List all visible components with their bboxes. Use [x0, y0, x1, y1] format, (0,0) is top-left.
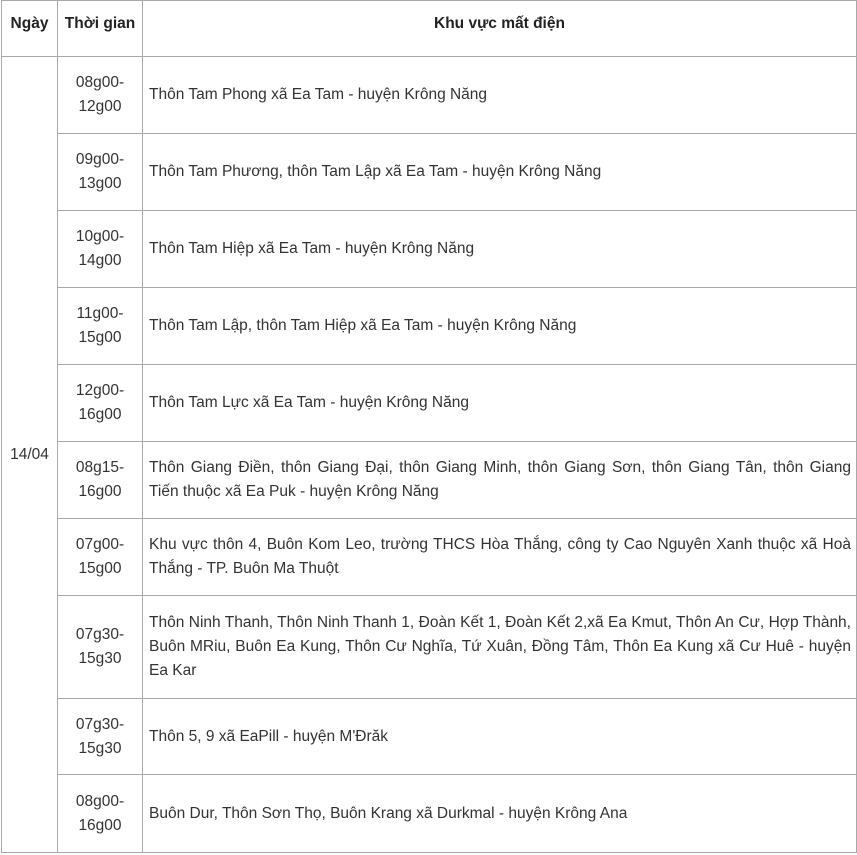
- time-end: 15g00: [78, 329, 122, 346]
- table-row: [2, 288, 857, 365]
- time-start: 07g30-: [75, 626, 125, 643]
- table-row: [2, 519, 857, 596]
- time-end: 15g00: [78, 560, 122, 577]
- table-row: [2, 134, 857, 211]
- table-row: [2, 699, 857, 775]
- area-cell: Thôn Tam Hiệp xã Ea Tam - huyện Krông Năng: [143, 211, 857, 288]
- time-cell: [58, 134, 143, 211]
- time-cell: [58, 775, 143, 853]
- table-row: [2, 596, 857, 699]
- time-start: 08g00-: [75, 74, 125, 91]
- time-end: 15g30: [78, 739, 122, 757]
- time-start: 08g00-: [75, 792, 125, 810]
- area-cell: Buôn Dur, Thôn Sơn Thọ, Buôn Krang xã Durkmal - huyện Krông Ana: [143, 775, 857, 853]
- time-end: 13g00: [78, 175, 122, 192]
- table-row: [2, 775, 857, 853]
- header-row: [2, 1, 857, 57]
- time-end: 14g00: [78, 252, 122, 269]
- area-cell: Thôn Ninh Thanh, Thôn Ninh Thanh 1, Đoàn Kết 1, Đoàn Kết 2,xã Ea Kmut, Thôn An Cư, Hợp Thành, Buôn MRiu, Buôn Ea Kung, Thôn Cư Nghĩa, Tứ Xuân, Đồng Tâm, Thôn Ea Kung xã Cư Huê - huyện Ea Kar: [143, 596, 857, 699]
- power-outage-table: [1, 0, 857, 853]
- time-cell: [58, 519, 143, 596]
- date-cell: 14/04: [2, 57, 58, 853]
- time-cell: [58, 699, 143, 775]
- time-end: 16g00: [78, 483, 122, 500]
- time-end: 12g00: [78, 98, 122, 115]
- header-area: Khu vực mất điện: [143, 1, 857, 57]
- time-end: 16g00: [78, 406, 122, 423]
- time-start: 09g00-: [75, 151, 125, 168]
- time-cell: [58, 365, 143, 442]
- table-row: [2, 442, 857, 519]
- time-start: 12g00-: [75, 382, 125, 399]
- time-start: 10g00-: [75, 228, 125, 245]
- area-cell: Thôn Tam Lực xã Ea Tam - huyện Krông Năng: [143, 365, 857, 442]
- area-cell: Thôn Tam Phong xã Ea Tam - huyện Krông Năng: [143, 57, 857, 134]
- time-cell: [58, 288, 143, 365]
- time-start: 07g00-: [75, 536, 125, 553]
- area-cell: Thôn 5, 9 xã EaPill - huyện M'Đrăk: [143, 699, 857, 775]
- area-cell: Thôn Tam Phương, thôn Tam Lập xã Ea Tam - huyện Krông Năng: [143, 134, 857, 211]
- area-cell: Khu vực thôn 4, Buôn Kom Leo, trường THCS Hòa Thắng, công ty Cao Nguyên Xanh thuộc xã Hoà Thắng - TP. Buôn Ma Thuột: [143, 519, 857, 596]
- time-start: 07g30-: [75, 715, 125, 733]
- time-start: 08g15-: [75, 459, 125, 476]
- time-cell: [58, 57, 143, 134]
- time-end: 15g30: [78, 650, 122, 667]
- area-cell: Thôn Tam Lập, thôn Tam Hiệp xã Ea Tam - huyện Krông Năng: [143, 288, 857, 365]
- area-cell: Thôn Giang Điền, thôn Giang Đại, thôn Giang Minh, thôn Giang Sơn, thôn Giang Tân, thôn Giang Tiến thuộc xã Ea Puk - huyện Krông Năng: [143, 442, 857, 519]
- table-row: [2, 211, 857, 288]
- time-start: 11g00-: [76, 305, 124, 322]
- time-cell: [58, 442, 143, 519]
- time-cell: [58, 596, 143, 699]
- time-cell: [58, 211, 143, 288]
- header-date: Ngày: [2, 1, 58, 57]
- header-time: Thời gian: [58, 1, 143, 57]
- table-row: [2, 365, 857, 442]
- table-row: [2, 57, 857, 134]
- time-end: 16g00: [78, 816, 122, 834]
